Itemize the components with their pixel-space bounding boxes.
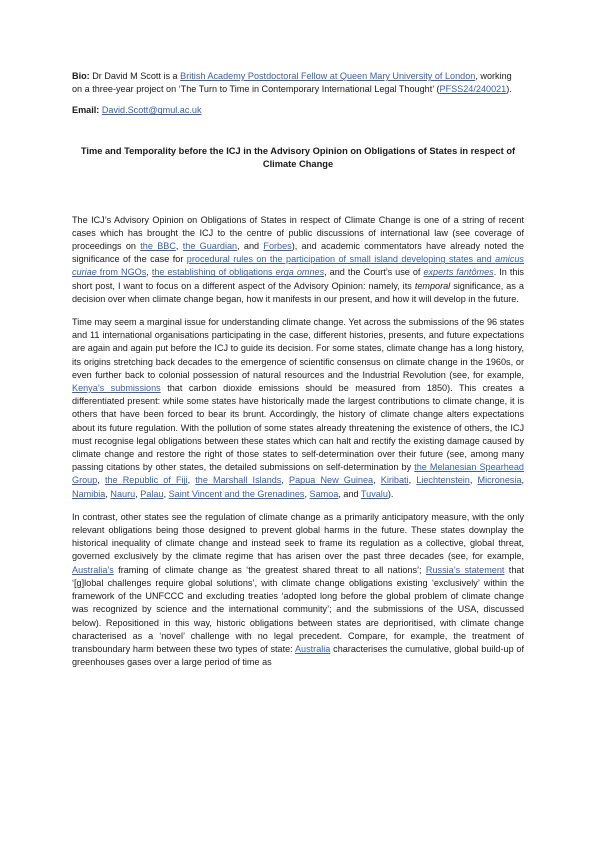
document-page: [72, 70, 524, 679]
melanesian-spearhead-link[interactable]: the Melanesian Spearhead Group: [72, 462, 524, 486]
forbes-link[interactable]: Forbes: [263, 241, 292, 252]
kiribati-link[interactable]: Kiribati: [380, 475, 409, 486]
bio-label: Bio:: [72, 71, 90, 81]
email-link[interactable]: David.Scott@qmul.ac.uk: [101, 105, 202, 116]
marshall-islands-link[interactable]: the Marshall Islands: [195, 475, 282, 486]
email-line: [72, 104, 524, 117]
experts-fantomes-link[interactable]: experts fantômes: [423, 267, 494, 278]
email-label: Email:: [72, 105, 100, 116]
project-code-link[interactable]: PFSS24/240021: [439, 84, 507, 95]
guardian-link[interactable]: the Guardian: [182, 241, 238, 252]
papua-new-guinea-link[interactable]: Papua New Guinea: [289, 475, 374, 486]
russia-statement-link[interactable]: Russia’s statement: [425, 564, 505, 575]
samoa-link[interactable]: Samoa: [309, 488, 339, 499]
paragraph-2: Time may seem a marginal issue for understanding climate change. Yet across the submissions of the 96 states and 11 international organisations participating in the case, different histories, presents, and future expectations are again and again put before the ICJ to guide its decision. For some states, climate change has a long history, its origins stretching back decades to the emergence of scientific consensus on climate change in the 1960s, or even further back to colonial possession of natural resources and the Industrial Revolution (see, for example, Kenya’s submissions that carbon dioxide emissions should be measured from 1850). This creates a differentiated present: while some states have historically made the largest contributions to climate change, it is others that have been forced to bear its brunt. Accordingly, the history of climate change alters expectations about its future regulation. With the pollution of some states already threatening the existence of others, the ICJ must recognise legal obligations between these states which can halt and rectify the existing damage caused by climate change and restore the right of those states to self-determination over their future (see, among many passing citations by other states, the detailed submissions on self-determination by the Melanesian Spearhead Group, the Republic of Fiji, the Marshall Islands, Papua New Guinea, Kiribati, Liechtenstein, Micronesia, Namibia, Nauru, Palau, Saint Vincent and the Grenadines, Samoa, and Tuvalu).: [72, 317, 525, 499]
erga-omnes-link[interactable]: the establishing of obligations erga omnes: [151, 267, 325, 278]
kenya-submissions-link[interactable]: Kenya’s submissions: [72, 383, 161, 394]
fellowship-link[interactable]: British Academy Postdoctoral Fellow at Queen Mary University of London: [180, 71, 476, 81]
procedural-rules-link[interactable]: procedural rules on the participation of small island developing states and amicus curiae from NGOs: [72, 254, 524, 278]
saint-vincent-link[interactable]: Saint Vincent and the Grenadines: [168, 488, 305, 499]
bio-paragraph: Bio: Dr David M Scott is a British Academy Postdoctoral Fellow at Queen Mary University of London, working on a three-year project on ‘The Turn to Time in Contemporary International Legal Thought’ (PFSS24/240021).: [72, 71, 512, 95]
nauru-link[interactable]: Nauru: [110, 488, 136, 499]
palau-link[interactable]: Palau: [140, 488, 164, 499]
paragraph-1: The ICJ’s Advisory Opinion on Obligations of States in respect of Climate Change is one of a string of recent cases which has brought the ICJ to the centre of public discussions of international law (see coverage of proceedings on the BBC, the Guardian, and Forbes), and academic commentators have already noted the significance of the case for procedural rules on the participation of small island developing states and amicus curiae from NGOs, the establishing of obligations erga omnes, and the Court’s use of experts fantômes. In this short post, I want to focus on a different aspect of the Advisory Opinion: namely, its temporal significance, as a decision over when climate change began, how it manifests in our present, and how it will develop in the future.: [72, 214, 524, 304]
article-title: Time and Temporality before the ICJ in the Advisory Opinion on Obligations of States in respect of Climate Change: [80, 145, 516, 170]
namibia-link[interactable]: Namibia: [72, 488, 106, 499]
australia-link[interactable]: Australia: [294, 643, 331, 654]
paragraph-3: In contrast, other states see the regulation of climate change as a primarily anticipatory measure, with the only relevant obligations being those designed to prevent global harms in the future. These states downplay the historical inequality of climate change and instead seek to frame its regulation as a collective, global threat, governed exclusively by the climate regime that has arisen over the past three decades (see, for example, Australia’s framing of climate change as ‘the greatest shared threat to all nations’; Russia’s statement that ‘[g]lobal challenges require global solutions’, with climate change obligations existing ‘exclusively’ within the framework of the UNFCCC and excluding treaties ‘adopted long before the global problem of climate change was recognized by science and the international community’; and the submissions of the USA, discussed below). Repositioned in this way, historic obligations between states are deprioritised, with climate change characterised as a ‘novel’ challenge with no legal precedent. Compare, for example, the treatment of transboundary harm between these two types of state: Australia characterises the cumulative, global build-up of greenhouses gases over a large period of time as: [72, 511, 524, 668]
australia-framing-link[interactable]: Australia’s: [72, 564, 114, 575]
tuvalu-link[interactable]: Tuvalu: [360, 488, 388, 499]
liechtenstein-link[interactable]: Liechtenstein: [416, 475, 470, 486]
micronesia-link[interactable]: Micronesia: [477, 475, 522, 486]
fiji-link[interactable]: the Republic of Fiji: [104, 475, 188, 486]
bbc-link[interactable]: the BBC: [140, 241, 176, 252]
